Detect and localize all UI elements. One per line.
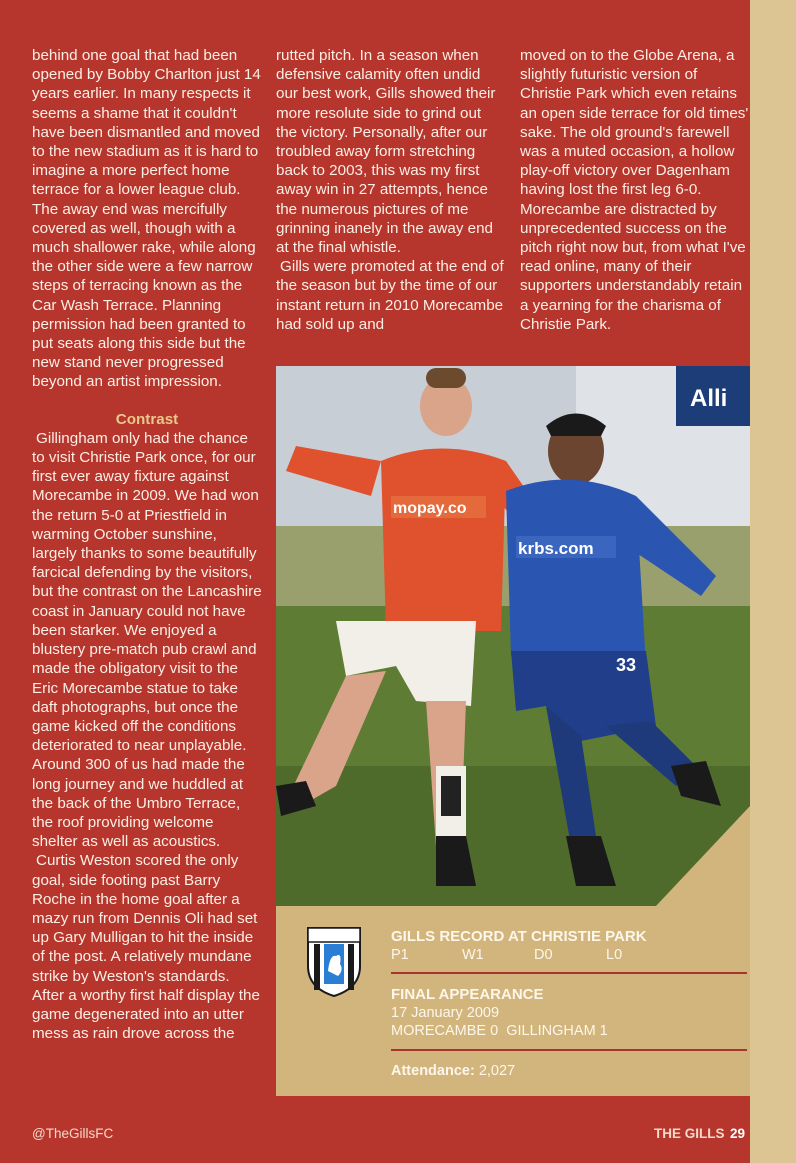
divider [391, 1049, 747, 1051]
record-lost: L0 [606, 947, 623, 963]
magazine-name: THE GILLS [654, 1126, 725, 1141]
paragraph: Curtis Weston scored the only goal, side footing past Barry Roche in the home goal after a mazy run from Dennis Oli had set up Gary Mulligan to hit the inside of the post. A relatively mundane strike by Weston's standards. After a worthy first half display the game degenerated into an utter mess as rain drove across the [32, 852, 260, 1043]
paragraph: rutted pitch. In a season when defensive calamity often undid our best work, Gills showed their more resolute side to grind out the victory. Personally, after our troubled away form stretching back to 2003, this was my first away win in 27 attempts, hence the numerous pictures of me grinning inanely in the away end at the final whistle. [276, 47, 496, 257]
final-appearance-title: FINAL APPEARANCE [391, 986, 544, 1003]
record-won: W1 [462, 947, 484, 963]
final-appearance-score: MORECAMBE 0 GILLINGHAM 1 [391, 1023, 608, 1039]
page-number: 29 [730, 1126, 746, 1141]
shorts-number: 33 [616, 655, 637, 675]
attendance-value: 2,027 [478, 1063, 516, 1079]
hoarding-text: Alli [690, 385, 728, 412]
match-photo [276, 366, 750, 906]
gillingham-crest-icon [306, 926, 362, 998]
paragraph: moved on to the Globe Arena, a slightly futuristic version of Christie Park which even retains an open side terrace for old times' sake. The old ground's farewell was a muted occasion, a hollow play-off victory over Dagenham having lost the first leg 6-0. Morecambe are distracted by unprecedented success on the pitch right now but, from what I've read online, many of their supporters understandably retain a yearning for the charisma of Christie Park. [520, 47, 749, 333]
column-2 [276, 46, 506, 334]
record-drawn: D0 [534, 947, 553, 963]
match-photo-illustration [276, 366, 750, 906]
paragraph: behind one goal that had been opened by Bobby Charlton just 14 years earlier. In many respects it seems a shame that it couldn't have been dismantled and moved to the new stadium as it is hard to imagine a more perfect home terrace for a lower league club. The away end was mercifully covered as well, though with a much shallower rake, while along the other side were a few narrow steps of terracing known as the Car Wash Terrace. Planning permission had been granted to put seats along this side but the new stand never progressed beyond an artist impression. [32, 47, 261, 391]
page-edge [750, 0, 796, 1163]
final-appearance-date: 17 January 2009 [391, 1005, 500, 1021]
attendance-label: Attendance: [391, 1063, 475, 1079]
record-title: GILLS RECORD AT CHRISTIE PARK [391, 928, 647, 945]
shirt-sponsor-right: krbs.com [518, 539, 594, 558]
paragraph: Gills were promoted at the end of the season but by the time of our instant return in 2010 Morecambe had sold up and [276, 258, 504, 333]
column-1 [32, 46, 262, 1043]
record-played: P1 [391, 947, 409, 963]
divider [391, 972, 747, 974]
shirt-sponsor-left: mopay.co [393, 500, 467, 517]
twitter-handle: @TheGillsFC [32, 1126, 114, 1141]
attendance-row [391, 1062, 515, 1080]
paragraph: Gillingham only had the chance to visit Christie Park once, for our first ever away fixture against Morecambe in 2009. We had won the return 5-0 at Priestfield in warming October sunshine, largely thanks to some beautifully farcical defending by the visitors, but the contrast on the Lancashire coast in January could not have been starker. We enjoyed a blustery pre-match pub crawl and made the obligatory visit to the Eric Morecambe statue to take daft photographs, but once the game kicked off the conditions deteriorated to near unplayable. Around 300 of us had made the long journey and we huddled at the back of the Umbro Terrace, the roof providing welcome shelter as well as acoustics. [32, 429, 262, 851]
column-3 [520, 46, 750, 334]
subheading: Contrast [115, 410, 179, 428]
